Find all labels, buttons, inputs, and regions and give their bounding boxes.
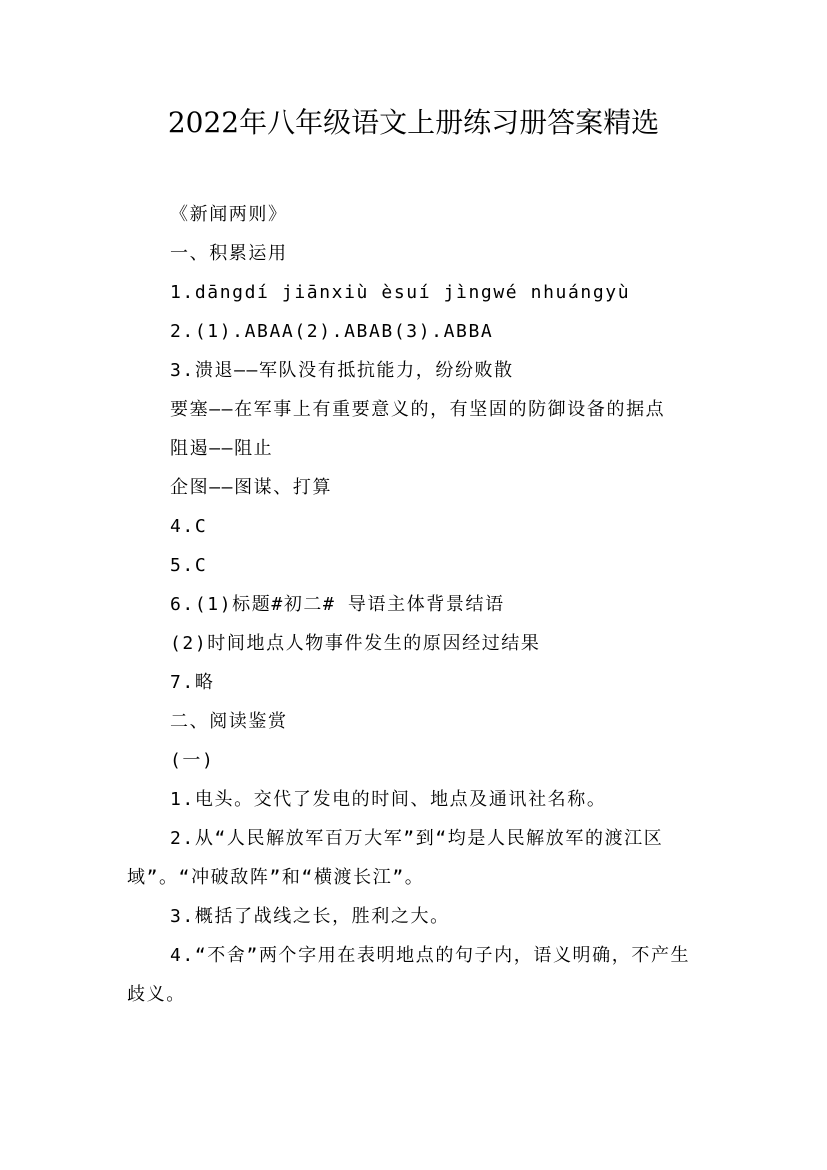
paragraph: 一、积累运用	[170, 243, 288, 264]
paragraph: 3.概括了战线之长，胜利之大。	[170, 906, 450, 927]
paragraph: 企图——图谋、打算	[170, 477, 333, 498]
paragraph: (2)时间地点人物事件发生的原因经过结果	[170, 633, 541, 654]
paragraph: 要塞——在军事上有重要意义的，有坚固的防御设备的据点	[170, 399, 666, 420]
document-title: 2022年八年级语文上册练习册答案精选	[167, 106, 660, 139]
paragraph: 阻遏——阻止	[170, 438, 274, 459]
paragraph: 7.略	[170, 672, 215, 693]
document-body	[127, 195, 707, 1014]
paragraph: 6.(1)标题#初二# 导语主体背景结语	[170, 594, 505, 615]
paragraph: 1.电头。交代了发电的时间、地点及通讯社名称。	[170, 789, 607, 810]
paragraph: 1.dāngdí jiānxiù èsuí jìngwé nhuángyù	[170, 282, 631, 303]
paragraph: 4.“不舍”两个字用在表明地点的句子内，语义明确，不产生歧义。	[127, 945, 691, 1005]
paragraph: 5.C	[170, 555, 208, 576]
paragraph: 4.C	[170, 516, 208, 537]
paragraph: 3.溃退——军队没有抵抗能力，纷纷败散	[170, 360, 514, 381]
paragraph: (一)	[170, 750, 215, 771]
paragraph: 《新闻两则》	[170, 204, 288, 225]
paragraph: 2.(1).ABAA(2).ABAB(3).ABBA	[170, 321, 494, 342]
paragraph: 二、阅读鉴赏	[170, 711, 288, 732]
paragraph: 2.从“人民解放军百万大军”到“均是人民解放军的渡江区域”。“冲破敌阵”和“横渡长江”。	[127, 828, 664, 888]
